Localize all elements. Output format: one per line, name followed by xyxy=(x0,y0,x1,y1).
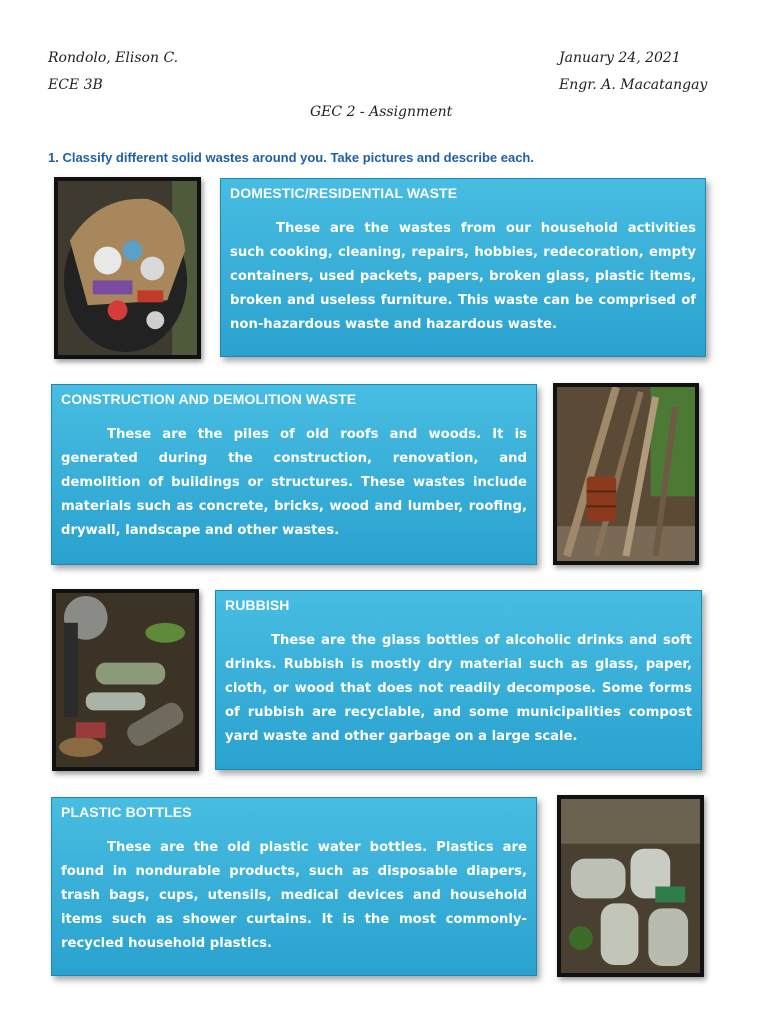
card-construction-waste xyxy=(51,384,537,565)
card-body: These are the piles of old roofs and woods. It is generated during the construction, renovation, and demolition of buildings or structures. These wastes include materials such as concrete, bricks, wood and lumber, roofing, drywall, landscape and other wastes. xyxy=(61,427,527,538)
student-name: Rondolo, Elison C. xyxy=(48,50,179,66)
trash-bin-photo xyxy=(54,177,201,359)
card-body: These are the wastes from our household activities such cooking, cleaning, repairs, hobbies, redecoration, empty containers, used packets, papers, broken glass, plastic items, broken and useless furniture. This waste can be comprised of non-hazardous waste and hazardous waste. xyxy=(230,221,696,332)
card-title: RUBBISH xyxy=(225,597,290,613)
card-body: These are the old plastic water bottles. Plastics are found in nondurable products, such as disposable diapers, trash bags, cups, utensils, medical devices and household items such as shower curtains. It is the most commonly-recycled household plastics. xyxy=(61,840,527,951)
card-title: CONSTRUCTION AND DEMOLITION WASTE xyxy=(61,391,357,407)
card-domestic-waste xyxy=(220,178,706,357)
wood-pile-photo xyxy=(553,383,699,565)
instructor: Engr. A. Macatangay xyxy=(559,77,708,93)
card-title: DOMESTIC/RESIDENTIAL WASTE xyxy=(230,185,458,201)
glass-bottles-photo xyxy=(52,589,199,771)
student-section: ECE 3B xyxy=(48,77,103,93)
course-title: GEC 2 - Assignment xyxy=(310,104,453,120)
date: January 24, 2021 xyxy=(559,50,681,66)
card-title: PLASTIC BOTTLES xyxy=(61,804,192,820)
question-heading: 1. Classify different solid wastes around you. Take pictures and describe each. xyxy=(48,150,534,165)
plastic-bottles-photo xyxy=(557,795,704,977)
card-body: These are the glass bottles of alcoholic drinks and soft drinks. Rubbish is mostly dry material such as glass, paper, cloth, or wood that does not readily decompose. Some forms of rubbish are recyclable, and some municipalities compost yard waste and other garbage on a large scale. xyxy=(225,633,692,744)
card-plastic-bottles xyxy=(51,797,537,976)
card-rubbish xyxy=(215,590,702,770)
